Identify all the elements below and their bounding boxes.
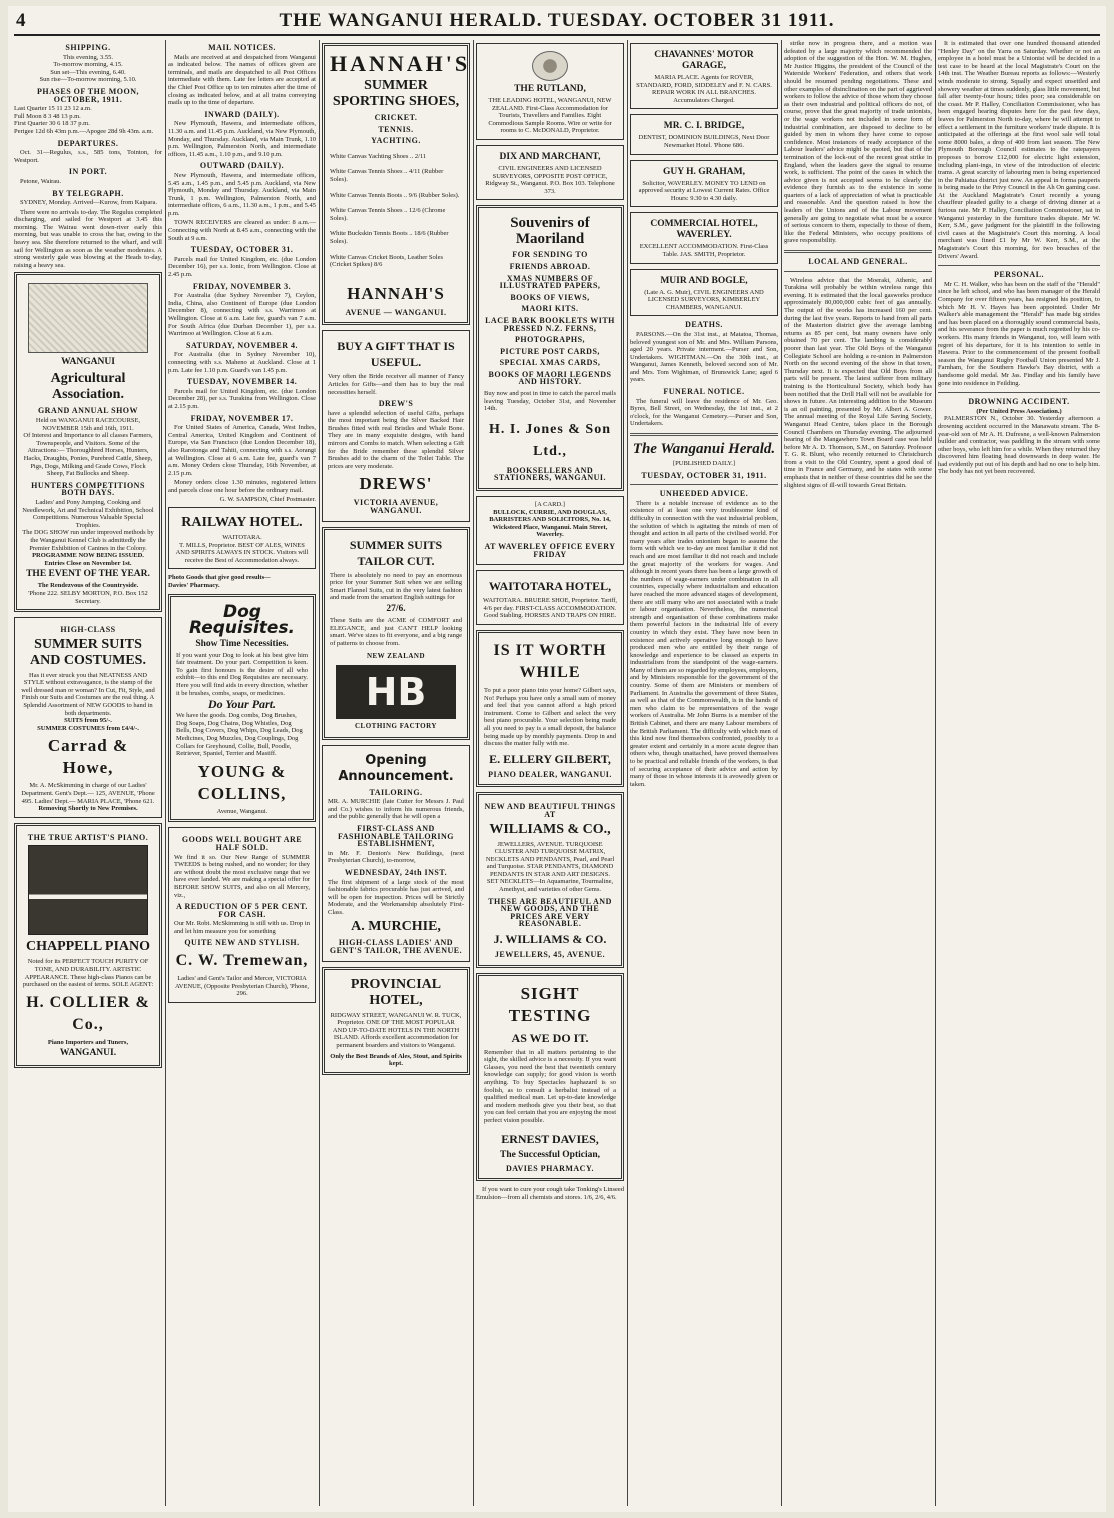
- mail-heading: MAIL NOTICES.: [208, 43, 276, 52]
- waitotara-text: WAITOTARA. BRUERE SHOE, Proprietor. Tariff, 4/6 per day. FIRST-CLASS ACCOMMODATION. Good Stabling. HORSES AND TRAPS ON HIRE.: [482, 597, 618, 620]
- assoc-title: Agricultural Association.: [50, 371, 126, 403]
- in-port-text: Petone, Wairau.: [20, 177, 62, 185]
- murchie-text-3: The first shipment of a large stock of the most fashionable fabrics procurable has just arrived, and will be open for inspection. Prices will be Strictly Moderate, and the Workmanship absolutely First-Class.: [328, 878, 464, 916]
- photo-goods-text: Photo Goods that give good results—: [168, 574, 271, 582]
- summer-suits-heading: SUMMER SUITS TAILOR CUT.: [349, 537, 443, 568]
- section-rule: [784, 250, 932, 253]
- highclass-label: HIGH-CLASS: [60, 625, 116, 635]
- dog-requisites-text: If you want your Dog to look at his best give him fair treatment. Do your part. Competition is keen. To gain first honours is the desire of all who exhibit—to this end Dog Requisites are necessary. Here you will find aids in every direction, whether it be brushes, combs, soaps, or medicines.: [176, 651, 308, 697]
- shipping-paragraph: There were no arrivals to-day. The Regulus completed discharging, and sailed for Westport at 3.45 this morning. The Wairau went down-river early this morning, but was unable to cross the bar, owing to the heavy sea. She therefore returned to the wharf, and will sail for Wellington as soon as the weather moderates. A strong westerly gale was blowing at the Heads to-day, raising a heavy sea.: [14, 208, 162, 269]
- rutland-ad: [476, 43, 624, 140]
- bridge-name: MR. C. I. BRIDGE,: [663, 121, 745, 132]
- murchie-name: A. MURCHIE,: [351, 919, 441, 935]
- column-7: [938, 40, 1100, 1506]
- souvenir-item: PICTURE POST CARDS,: [500, 346, 600, 356]
- tailoring-label: TAILORING.: [369, 787, 423, 797]
- waitotara-name: WAITOTARA HOTEL,: [488, 579, 612, 594]
- jones-name: H. I. Jones & Son Ltd.,: [488, 421, 612, 459]
- shipping-line: To-morrow morning, 4.15.: [53, 61, 123, 69]
- young-collins-address: Avenue, Wanganui.: [216, 807, 268, 815]
- murchie-sub: HIGH-CLASS LADIES' AND GENT'S TAILOR, THE AVENUE.: [329, 938, 463, 956]
- drews-address: VICTORIA AVENUE, WANGANUI.: [353, 498, 439, 516]
- summer-suits-heading: SUMMER SUITS AND COSTUMES.: [30, 636, 146, 668]
- shipping-line: This evening, 3.55.: [62, 53, 113, 61]
- editorial-text: There is a notable increase of evidence as to the existence of at least one very troublesome kind of difficulty in connection with the vast industrial problem, the solution of which is agitating the minds of men of thought and action in all parts of the civilised world. For many years after trades unionism began to assume the form with which we to-day are most familiar it did not reach and are most familiar it did not reach and include the great majority of the workers for wages. And although in recent years there has been a large growth of the numbers of wage-earners under combination in all countries, especially where industrialism and education have reached the more advanced stages of development, there are still many who are not associated with a trade or labour organisation. Nevertheless, the numerical strength and organisation of these combinations make them powerful factors in the industrial life of every country in which they exist. They have now been in existence and actively operative long enough to have produced men who are entitled by their range of knowledge and experience to be classed as experts in industrialism from the standpoint of the wage-earners. Many of them are so regarded by employees, employers, and by Ministers responsible for the government of the country. Some of them are Ministers or members of Parliament. In Australia the government of three States, as well as that of the Commonwealth, is in the hands of men who claim to be representatives of the wage workers of Australia. Mr John Burns is a member of the British Cabinet, and there are many Labour members of the British Parliament. The difficulty with which men of this kind now find themselves confronted, possibly to a greater extent and certainly in a more acute degree than others who, though unattached, have proved themselves to be practical and reliable friends of the workers, is that of securing acceptance of their advice and action by many of those in whose interests it is avowedly given or taken.: [630, 499, 778, 788]
- commercial-text: EXCELLENT ACCOMMODATION. First-Class Table. JAS. SMITH, Proprietor.: [639, 243, 769, 258]
- commercial-name: COMMERCIAL HOTEL, WAVERLEY.: [650, 219, 758, 241]
- suits-text: Has it ever struck you that NEATNESS AND STYLE without extravagance, is the stamp of the well dressed man or woman? In Cut, Fit, Style, and Finish our Suits and Costumes are the real thing. A Splendid Assortment of NEW GOODS to hand in both departments.: [21, 671, 155, 717]
- herald-published: [PUBLISHED DAILY.]: [672, 460, 736, 468]
- town-receivers-text: TOWN RECEIVERS are cleared as under: 8 a.m.—Connecting with North at 8.45 a.m., connecting with the South at 9 a.m.: [168, 219, 316, 242]
- muir-name: MUIR AND BOGLE,: [660, 275, 748, 286]
- carrad-text: Mr. A. McSkimming in charge of our Ladies' Department. Gent's Dept.— 125, AVENUE, 'Phone 495. Ladies' Dept.— MARIA PLACE, 'Phone 621.: [21, 782, 155, 805]
- event-heading: THE EVENT OF THE YEAR.: [26, 569, 150, 580]
- gilbert-piano-ad: [476, 630, 624, 787]
- mail-date-heading: FRIDAY, NOVEMBER 17.: [190, 413, 294, 423]
- tremewan-text: Ladies' and Gent's Tailor and Mercer, VICTORIA AVENUE, (Opposite Presbyterian Church), 'Phone, 296.: [174, 975, 310, 998]
- opening-heading: Opening Announcement.: [338, 752, 454, 784]
- reduction-text: A REDUCTION OF 5 PER CENT. FOR CASH.: [176, 902, 308, 919]
- commercial-hotel-ad: [630, 212, 778, 263]
- sight-testing-heading: SIGHT TESTING: [508, 983, 592, 1025]
- muir-bogle-ad: [630, 269, 778, 317]
- gift-heading: BUY A GIFT THAT IS USEFUL.: [337, 339, 455, 370]
- section-rule: [630, 433, 778, 436]
- suits-from: SUITS from 95/-.: [64, 717, 112, 725]
- jones-sub: BOOKSELLERS AND STATIONERS, WANGANUI.: [493, 465, 607, 483]
- davies-footer: DAVIES PHARMACY.: [505, 1163, 594, 1173]
- railway-text: T. MILLS, Proprietor. BEST OF ALES, WINES AND SPIRITS ALWAYS IN STOCK. Visitors will receive the Best of Accommodation always.: [175, 541, 309, 564]
- dix-marchant-ad: [476, 145, 624, 200]
- column-5: [630, 40, 778, 1506]
- summer-shoes-heading: SUMMER SPORTING SHOES,: [332, 78, 460, 109]
- photo-davies: Davies' Pharmacy.: [168, 582, 220, 590]
- section-rule: [938, 392, 1100, 393]
- hb-logo-bottom: CLOTHING FACTORY: [355, 721, 437, 730]
- hb-logo: HB: [336, 665, 456, 719]
- mail-text: Mails are received at and despatched from Wanganui as indicated below. The names of offices given are terminals, and mails are despatched to all Post Offices intermediate with them. Late fee letters are accepted at the Chief Post Office up to ten minutes after the time of closing as indicated below, and at all trains conveying mails up to the time of departure.: [168, 53, 316, 107]
- graham-name: GUY H. GRAHAM,: [663, 166, 745, 177]
- page-number: 4: [16, 10, 26, 31]
- sight-testing-sub: AS WE DO IT.: [511, 1030, 589, 1045]
- shoe-item: White Canvas Tennis Shoes .. 12/6 (Chrome Soles).: [330, 207, 446, 222]
- hannahs-ad: [322, 43, 470, 325]
- rutland-name: THE RUTLAND,: [514, 84, 586, 94]
- column-divider: [627, 40, 628, 1506]
- provincial-footer: Only the Best Brands of Ales, Stout, and Spirits kept.: [330, 1052, 462, 1068]
- davies-sub: The Successful Optician,: [499, 1149, 601, 1160]
- garage-ad: [630, 43, 778, 109]
- williams-sub: JEWELLERS, 45, AVENUE.: [494, 950, 606, 960]
- moon-line: Last Quarter 15 11 23 12 a.m.: [14, 105, 92, 113]
- garage-name: CHAVANNES' MOTOR GARAGE,: [654, 50, 754, 71]
- funeral-text: The funeral will leave the residence of Mr. Geo. Byres, Bell Street, on Wednesday, the 1st inst., at 2 o'clock, for the Wanganui Cemetery.—Purser and Son, Undertakers.: [630, 397, 778, 428]
- souvenir-item: PHOTOGRAPHS,: [514, 335, 586, 345]
- mail-date-text: For United States of America, Canada, West Indies, Central America, United Kingdom and Continent of Europe, via San Francisco (due London December 18), also Rarotonga and Tahiti, connecting with s.s. Aorangi at Wellington. Close at 6 a.m. Late fee, guard's van 7 a.m. Money Orders close Thursday, 16th November, at 2.15 p.m.: [168, 424, 316, 477]
- piano-illustration: [28, 845, 148, 935]
- summer-suits-text: There is absolutely no need to pay an enormous price for your Summer Suit when we are selling Smart Flannel Suits, cut in the very latest fashion and made from the smartest English suitings for: [330, 571, 462, 602]
- souvenir-item: LACE BARK BOOKLETS WITH PRESSED N.Z. FERNS,: [485, 315, 615, 333]
- shoe-category: YACHTING.: [371, 136, 421, 146]
- telegraph-text: SYDNEY, Monday. Arrived—Kurow, from Kaipara.: [20, 199, 157, 207]
- shoe-category: CRICKET.: [374, 113, 418, 122]
- collier-name: H. COLLIER & Co.,: [26, 993, 150, 1033]
- show-heading: GRAND ANNUAL SHOW: [37, 406, 139, 416]
- souvenir-item: FRIENDS ABROAD.: [509, 261, 591, 271]
- hunters-heading: HUNTERS COMPETITIONS BOTH DAYS.: [31, 480, 145, 498]
- gilbert-name: E. ELLERY GILBERT,: [489, 751, 611, 766]
- do-your-part: Do Your Part.: [207, 697, 277, 712]
- bridge-text: DENTIST, DOMINION BUILDINGS, Next Door Newmarket Hotel. 'Phone 686.: [638, 134, 770, 149]
- shoe-category: TENNIS.: [378, 124, 414, 134]
- tremewan-ad: [168, 827, 316, 1003]
- column-divider: [165, 40, 166, 1506]
- souvenir-item: XMAS NUMBERS OF ILLUSTRATED PAPERS,: [499, 273, 601, 291]
- bridge-ad: [630, 114, 778, 154]
- souvenir-item: BOOKS OF VIEWS,: [510, 292, 590, 302]
- goods-text: We find it so. Our New Range of SUMMER TWEEDS is being rushed, and no wonder; for they are without doubt the most exclusive range that we have ever landed. We are making a special offer for BEFORE SHOW SUITS, and also on all Mercery, viz.,: [174, 853, 310, 899]
- young-collins-name: YOUNG & COLLINS,: [197, 761, 287, 803]
- hannahs-name-2: HANNAH'S: [347, 283, 445, 303]
- card-ad: [476, 496, 624, 565]
- graham-text: Solicitor, WAVERLEY. MONEY TO LEND on approved security at Lowest Current Rates. Office Hours: 9.30 to 4.30 daily.: [638, 179, 770, 202]
- railway-place: WAITOTARA.: [222, 534, 262, 542]
- inward-heading: INWARD (DAILY).: [204, 109, 280, 119]
- phone-text: 'Phone 222. SELBY MORTON, P.O. Box 152 Secretary.: [28, 589, 148, 605]
- souvenir-item: BOOKS OF MAORI LEGENDS AND HISTORY.: [488, 369, 612, 387]
- goods-text-2: Our Mr. Robt. McSkimming is still with us. Drop in and let him measure you for something: [174, 920, 310, 935]
- drowning-heading: DROWNING ACCIDENT.: [968, 397, 1070, 407]
- davies-name: ERNEST DAVIES,: [501, 1131, 599, 1146]
- shipping-line: Sun set—This evening, 6.40.: [50, 68, 126, 76]
- moon-heading: PHASES OF THE MOON, OCTOBER, 1911.: [37, 86, 139, 104]
- drowning-sub: (Per United Press Association.): [976, 407, 1062, 415]
- shipping-heading: SHIPPING.: [65, 43, 111, 52]
- williams-ad: [476, 792, 624, 967]
- agricultural-ad: [14, 272, 162, 612]
- provincial-hotel-ad: [322, 967, 470, 1075]
- new-things-heading: NEW AND BEAUTIFUL THINGS AT: [484, 802, 616, 819]
- deaths-text: PARSONS.—On the 31st inst., at Matatoa, Thomas, beloved youngest son of Mr. and Mrs. William Parsons, aged 20 years. Private interment.—Purser and Son, Undertakers. WIGHTMAN.—On the 30th inst., at Wanganui, James Kenneth, beloved second son of Mr. and Mrs. Tom Wightman, of Brunswick Lane; aged 6 years.: [630, 330, 778, 384]
- card-footer: AT WAVERLEY OFFICE EVERY FRIDAY: [484, 542, 616, 559]
- personal-text: Mr C. H. Walker, who has been on the staff of the "Herald" since he left school, and who has been manager of the Herald Company for over fifteen years, has resigned his position, to which Mr H. V. Hayes has been appointed. Under Mr Walker's able management the "Herald" has made big strides and has been placed on a thoroughly sound commercial basis, and his severance from the paper is much regretted by his co-workers. His many friends in Wanganui, too, will learn with regret of his departure, for it is his intention to settle in Hawera. Prior to the commencement of the present football season the Wanganui Rugby Football Union presented Mr J. Farnham, for the Southern Hawke's Bay district, with a handsome gold medal. Mr Jas. Findlay and his family have gone into residence in Feilding.: [938, 280, 1100, 387]
- outward-heading: OUTWARD (DAILY).: [199, 161, 285, 171]
- mail-date-text: Parcels mail for United Kingdom, etc. (due London December 28), per s.s. Turakina from Wellington. Close at 2.15 p.m.: [168, 387, 316, 410]
- rutland-text: THE LEADING HOTEL, WANGANUI, NEW ZEALAND. First-Class Accommodation for Tourists, Travellers and Families. Eight Commodious Sample Rooms. Wire or write for rooms to C. McDONALD, Proprietor.: [488, 97, 612, 135]
- section-rule: [784, 271, 932, 272]
- piano-text: Noted for its PERFECT TOUCH PURITY OF TONE, AND DURABILITY. ARTISTIC APPEARANCE. These high-class Pianos can be purchased on the easiest of terms. SOLE AGENT:: [22, 958, 154, 989]
- mail-date-heading: TUESDAY, OCTOBER 31.: [190, 245, 294, 255]
- tremewan-name: C. W. Tremewan,: [175, 952, 309, 970]
- shoe-item: White Canvas Tennis Boots .. 9/6 (Rubber Soles).: [330, 191, 460, 199]
- money-orders-text: Money orders close 1.30 minutes, registered letters and parcels close one hour before the ordinary mail.: [168, 479, 316, 494]
- show-text: Held on WANGANUI RACECOURSE, NOVEMBER 15th and 16th, 1911.: [35, 417, 141, 432]
- masthead: [8, 10, 1106, 32]
- souvenir-item: FOR SENDING TO: [512, 250, 588, 260]
- local-general-text: Wireless advice that the Moeraki, Athenic, and Turakina will probably be within wireless range this evening. It is estimated that the local gasworks produce approximately 80,000,000 cubic feet of gas annually. The output of the works has increased 160 per cent. during the last five years. Reports to hand from all parts of the Masterton district give the average lambing returns as 85 per cent, but many owners have only obtained 70 per cent. The lambing is considerably poorer than last year. The Old Boys of the Wanganui Collegiate School are holding a re-union in Palmerston North on the second evening of the show in that town, Thursday next. It is expected that Old Boys from all parts will be present. The latest sufferer from military training is the Horticultural Society, which body has been notified that the Drill Hall will not be available for shows in future. An interesting addition to the Museum is an oil painting, presented by Mr. Albert A. Gower. The annual meeting of the Royal Life Saving Society, Wanganui Head Centre, takes place in the Borough Council Chambers on Thursday evening. The adjourned hearing of the Mangawhero Town Board case was held before Mr A. D. Thomson, S.M., on Saturday. Professor T. G. R. Blunt, who recently returned to Christchurch from a visit to the Old Country, spent a good deal of time in France and Germany, and he states with some emphasis that in neither of these countries did he see the slightest signs of ill-will towards Great Britain.: [784, 276, 932, 489]
- column-divider: [935, 40, 936, 1506]
- drews-ad: [322, 330, 470, 521]
- mail-date-text: For Australia (due in Sydney November 10), connecting with s.s. Maheno at Auckland. Close at 1 p.m. Late fee 1.10 p.m. Guard's van 1.45 p.m.: [168, 351, 316, 374]
- show-body-2: Ladies' and Pony Jumping, Cooking and Needlework, Art and Technical Exhibition, School Competitions. Numerous Valuable Special Trophies.: [22, 498, 154, 529]
- departures-heading: DEPARTURES.: [57, 138, 119, 148]
- programme-text: PROGRAMME NOW BEING ISSUED. Entries Close on November 1st.: [32, 552, 144, 567]
- mail-date-heading: FRIDAY, NOVEMBER 3.: [192, 281, 292, 291]
- carrad-howe-ad: [14, 617, 162, 818]
- cough-text: If you want to cure your cough take Tonking's Linseed Emulsion—from all chemists and stores. 1/6, 2/6, 4/6.: [476, 1186, 624, 1201]
- herald-nameplate: The Wanganui Herald.: [632, 441, 776, 458]
- rendezvous-text: The Rendezvous of the Countryside.: [37, 582, 139, 590]
- provincial-text: RIDGWAY STREET, WANGANUI W. R. TUCK, Proprietor. ONE OF THE MOST POPULAR AND UP-TO-DATE HOTELS IN THE NORTH ISLAND. Affords excellent accommodation for permanent boarders and visitors to Wanganui.: [330, 1011, 462, 1050]
- collier-sub: Piano Importers and Tuners,: [47, 1038, 129, 1046]
- shoe-item: White Canvas Yachting Shoes .. 2/11: [330, 152, 427, 160]
- column-4: [476, 40, 624, 1506]
- piano-heading: THE TRUE ARTIST'S PIANO.: [27, 832, 149, 842]
- quite-new-text: QUITE NEW AND STYLISH.: [184, 938, 300, 948]
- goods-heading: GOODS WELL BOUGHT ARE HALF SOLD.: [181, 835, 303, 852]
- williams-footer: THESE ARE BEAUTIFUL AND NEW GOODS, AND THE PRICES ARE VERY REASONABLE.: [488, 896, 612, 929]
- moon-line: First Quarter 30 6 18 37 p.m.: [14, 120, 90, 128]
- card-text: BULLOCK, CURRIE, AND DOUGLAS, BARRISTERS AND SOLICITORS, No. 14, Wicksteed Place, Wanganui. Main Street, Waverley.: [489, 508, 611, 539]
- removing-text: Removing Shortly to New Premises.: [38, 805, 138, 813]
- coat-of-arms-icon: [532, 51, 568, 81]
- souvenir-item: MAORI KITS.: [521, 304, 579, 314]
- local-general-heading: LOCAL AND GENERAL.: [808, 257, 908, 267]
- editorial-heading: UNHEEDED ADVICE.: [659, 489, 749, 499]
- williams-text: JEWELLERS, AVENUE. TURQUOISE CLUSTER AND TURQUOISE MATRIX, NECKLETS AND PENDANTS, Pearl, and Pearl and Turquoise. STAR PENDANTS, DIAMOND PENDANTS IN STAR AND ART DESIGNS. SET NECKLETS—In Aquamarine, Tourmaline, Amethyst, and varieties of other Gems.: [485, 840, 615, 894]
- mail-date-heading: SATURDAY, NOVEMBER 4.: [186, 340, 298, 350]
- souvenir-item: SPECIAL XMAS CARDS,: [499, 358, 601, 368]
- chappell-name: CHAPPELL PIANO: [25, 939, 151, 955]
- carrad-howe-name: Carrad & Howe,: [47, 736, 129, 778]
- souvenirs-ad: [476, 205, 624, 491]
- dog-requisites-heading: Dog Requisites.: [188, 601, 296, 638]
- local-notes-text: It is estimated that over one hundred thousand attended "Henley Day" on the Yarra on Saturday. Whether or not an employee in a hotel must be a Unionist will be decided in a test case to be heard at the local Magistrate's Court on the 14th inst. The Weather Bureau reports as follows:—Westerly winds moderate to strong. Squally and expect unsettled and showery weather at times suddenly, glass little movement, but fall after twenty-four hours; tides poor; sea considerable on the coast. Mr P. Halley, Conciliation Commissioner, who has been engaged hearing disputes here for the past few days, leaves for Palmerston North to-day, where he will attempt to effect a settlement in the furniture workers' trade dispute. It is anticipated at the offerings at the first wool sale will total some 8000 bales, a drop of 400 from last season. The New Plymouth Borough Council estimates to the ratepayers proposes to borrow £12,000 for electric light extension, including plant-ings, in view of the introduction of electric trams. A great scarcity of labouring men is being experienced in the Pahiatua district just now. An appeal in forma pauperis is being made to the Privy Council in the Ah On gaming case. At the Auckland Magistrate's Court recently a young chauffeur pleaded guilty to a charge of driving dinner at a furious rate. Mr P. Halley, Conciliation Commissioner, sat in Wanganui yesterday in the furniture trades dispute. Mr W. Kerr, S.M., gave judgment for the plaintiff in the following civil cases at the Magistrate's Court this morning. A local merchant was fined £1 by Mr W. Kerr, S.M., at the Magistrate's Court this morning, for two breaches of the Drivers' Award.: [938, 40, 1100, 260]
- column-divider: [473, 40, 474, 1506]
- section-rule: [630, 484, 778, 485]
- column-6: [784, 40, 932, 1506]
- drews-text: have a splendid selection of useful Gifts, perhaps the most important being the Silver Backed Hair Brushes fitted with real Bristles and Whale Bone. They are in many exquisite designs, with hand mirrors and Combs to match. When selecting a Gift for the Bride remember these splendid Silver Brushes add to the charm of the Toilet Table. The prices are very moderate.: [328, 409, 464, 470]
- sight-testing-text: Remember that in all matters pertaining to the sight, the skilled advice is a necessity. If you want Glasses, you need the best that twentieth century knowledge can supply; for good vision is worth anything. To buy Spectacles haphazard is so foolish, as to consult a herbalist instead of a qualified medical man. Let up-to-date knowledge and modern methods give you their best, so that you can feel certain that you are enjoying the most perfect vision possible.: [484, 1048, 616, 1124]
- shipping-line: Sun rise—To-morrow morning, 5.10.: [39, 76, 137, 84]
- moon-line: Full Moon 8 3 48 13 p.m.: [14, 112, 81, 120]
- worth-text: To put a poor piano into your home? Gilbert says, No! Perhaps you have only a small sum of money and feel that you cannot afford a high priced instrument. Come to Gilbert and select the very best piano procurable. Your selection being made all you need to pay is a small deposit, the balance being made up by monthly payments. Drop in and discuss the matter fully with me.: [484, 686, 616, 748]
- herald-date: TUESDAY, OCTOBER 31, 1911.: [641, 470, 767, 480]
- personal-heading: PERSONAL.: [993, 270, 1045, 280]
- dog-goods-list: We have the goods. Dog combs, Dog Brushes, Dog Soaps, Dog Chains, Dog Whistles, Dog Bells, Dog Covers, Dog Whips, Dog Leads, Dog Medicines, Dog Muzzles, Dog Couplings, Dog Collars for Greyhound, Collie, Bull, Poodle, Retriever, Spaniel, Terrier and Mastiff.: [176, 712, 303, 758]
- departures-text: Oct. 31—Regulus, s.s., 585 tons, Tointon, for Westport.: [14, 149, 162, 164]
- shoe-item: White Buckskin Tennis Boots .. 18/6 (Rubber Soles).: [330, 230, 449, 245]
- shoe-item: White Canvas Tennis Shoes .. 4/11 (Rubber Soles).: [330, 168, 444, 183]
- hb-clothing-ad: [322, 527, 470, 740]
- chappell-piano-ad: [14, 823, 162, 1069]
- gilbert-sub: PIANO DEALER, WANGANUI.: [488, 769, 612, 779]
- dix-name: DIX AND MARCHANT,: [499, 151, 601, 162]
- inward-text: New Plymouth, Hawera, and intermediate offices, 11.30 a.m. and 11.45 p.m. Auckland, via New Plymouth, Monday, and Thursday. Auckland, via Main Trunk, 1.10 p.m. Wellington, Palmerston North, and intermediate offices, 11.45 a.m., 1.10 p.m., and 9.10 p.m.: [168, 120, 316, 158]
- murchie-date: WEDNESDAY, 24th INST.: [344, 867, 448, 877]
- moon-line: Perigee 12d 6h 43m p.m.—Apogee 28d 9h 43m. a.m.: [14, 127, 154, 135]
- davies-optician-ad: [476, 973, 624, 1182]
- dog-requisites-ad: [168, 594, 316, 823]
- column-divider: [781, 40, 782, 1506]
- editorial-continued: strike now in progress there, and a motion was defeated by a large majority which recommended the adoption of the suggestion of the Hon. W. M. Hughes, Mr Justice Higgins, the president of the Council of the Waterside Workers' Federation, and others that work should be resumed pending negotiations. These and other examples of disinclination on the part of aggrieved workers to follow the advice of those whom they choose as their own industrial and political officers do not, of course, prove that the great majority of trade unionists, or the wage workers not included in some form of industrial combination, are disposed to decline to be guided by men in whom they have come to repose confidence. Most instances of ready acceptance of the Labour leaders' advice might be quoted, but that of the termination of the lock-out of the recent great strike in England, when the leaders gave the signal to resume work, is sufficient. The point of the cases in which the advice given is not accepted seems to be clearly the evidence they furnish as to the existence in some quarters of a lack of appreciation of what is practicable and reasonable. And the question raised is how the leaders of the Unions and of the Labour movement generally are going to negotiate what must be a source of serious concern to them, especially to those of them, like the Federal Ministers, who occupy positions of grave responsibility.: [784, 40, 932, 245]
- newspaper-title: THE WANGANUI HERALD. TUESDAY. OCTOBER 31 1911.: [279, 10, 835, 31]
- telegraph-heading: BY TELEGRAPH.: [52, 188, 124, 198]
- masthead-rule: [14, 34, 1100, 36]
- deaths-heading: DEATHS.: [685, 320, 723, 330]
- worth-heading: IS IT WORTH WHILE: [493, 641, 607, 681]
- assoc-name: WANGANUI: [61, 357, 115, 368]
- hannahs-name: HANNAH'S: [330, 51, 470, 76]
- show-illustration: [28, 283, 148, 353]
- dog-show-text: The DOG SHOW run under improved methods by the Wanganui Kennel Club is admittedly the Premier Exhibition of Canines in the Colony.: [22, 529, 154, 552]
- column-1: [14, 40, 162, 1506]
- in-port-heading: IN PORT.: [68, 167, 108, 177]
- waitotara-hotel-ad: [476, 570, 624, 625]
- column-3: [322, 40, 470, 1506]
- dog-requisites-sub: Show Time Necessities.: [195, 638, 289, 649]
- souvenirs-text: Buy now and post in time to catch the parcel mails leaving Tuesday, October 31st, and November 14th.: [484, 390, 616, 413]
- murchie-establishment: FIRST-CLASS AND FASHIONABLE TAILORING ESTABLISHMENT,: [337, 823, 455, 849]
- williams-name: WILLIAMS & CO.,: [489, 821, 611, 837]
- costumes-from: SUMMER COSTUMES from £4/4/-.: [37, 724, 139, 732]
- hannahs-address: AVENUE — WANGANUI.: [345, 307, 447, 317]
- souvenirs-heading: Souvenirs of Maoriland: [510, 215, 590, 248]
- section-rule: [938, 265, 1100, 266]
- murchie-ad: [322, 745, 470, 962]
- column-2: [168, 40, 316, 1506]
- drews-label: DREW'S: [378, 399, 414, 409]
- summer-suits-price: 27/6.: [386, 604, 406, 614]
- collier-town: WANGANUI.: [59, 1048, 117, 1059]
- murchie-text-2: in Mr. F. Denton's New Buildings, (next Presbyterian Church), to-morrow,: [328, 849, 464, 865]
- muir-text: (Late A. G. Muir), CIVIL ENGINEERS AND LICENSED SURVEYORS, KIMBERLEY CHAMBERS, WANGANUI.: [644, 288, 764, 311]
- column-divider: [319, 40, 320, 1506]
- railway-hotel-ad: [168, 507, 316, 569]
- postmaster-signature: G. W. SAMPSON, Chief Postmaster.: [219, 496, 316, 504]
- railway-hotel-name: RAILWAY HOTEL.: [181, 515, 303, 531]
- hb-logo-top: NEW ZEALAND: [366, 652, 426, 661]
- summer-suits-text-2: These Suits are the ACME of COMFORT and ELEGANCE, and just CAN'T HELP looking smart. We've sizes to fit everyone, and a big range of patterns to choose from.: [330, 617, 462, 647]
- shoe-item: White Canvas Cricket Boots, Leather Soles (Cricket Spikes) 8/6: [330, 253, 444, 269]
- williams-name-2: J. WILLIAMS & CO.: [493, 932, 607, 947]
- drowning-text: PALMERSTON N., October 30. Yesterday afternoon a drowning accident occurred in the Manawatu stream. The 8-year-old son of Mr A. H. Dufresne, a well-known Palmerston builder and contractor, was paddling in the stream with some other boys, who left him for a while. When they returned they discovered him floating head downwards in deep water. He had evidently put out of his depth and had no one to help him. The body has not yet been recovered.: [938, 415, 1100, 476]
- card-heading: [A CARD.]: [535, 501, 565, 509]
- garage-text: MARIA PLACE. Agents for ROVER, STANDARD, FORD, SIDDELEY and F. N. CARS. REPAIR WORK IN ALL BRANCHES. Accumulators Charged.: [636, 74, 772, 104]
- mail-date-text: For Australia (due Sydney November 7), Ceylon, India, China, also Continent of Europe (due London December 8), connecting with s.s. Warrimoo at Wellington. Close at 6 a.m. Late fee, guard's van 7 a.m. For South Africa (due Durban December 1), per s.s. Warrimoo at Wellington. Close at 6 a.m.: [168, 292, 316, 338]
- funeral-heading: FUNERAL NOTICE.: [663, 387, 745, 397]
- mail-date-text: Parcels mail for United Kingdom, etc. (due London December 16), per s.s. Ionic, from Wellington. Close at 2.45 p.m.: [168, 255, 316, 279]
- gift-text: Very often the Bride receiver all manner of Fancy Articles for Gifts—and then has to buy the real necessities herself.: [328, 373, 464, 396]
- drews-name: DREWS': [359, 474, 433, 494]
- provincial-name: PROVINCIAL HOTEL,: [350, 976, 442, 1008]
- mail-date-heading: TUESDAY, NOVEMBER 14.: [186, 377, 298, 387]
- murchie-text: MR. A. MURCHIE (late Cutter for Messrs J. Paul and Co.) wishes to inform his numerous friends, and the public generally that he will open a: [328, 798, 464, 821]
- outward-text: New Plymouth, Hawera, and intermediate offices, 5.45 a.m., 1.45 p.m., and 5.45 p.m. Auckland, via New Plymouth, Monday and Thursday. Auckland, via Main Trunk, 1 p.m. Wellington, Palmerston North, and intermediate offices, 6 a.m., 11.30 a.m., 1 p.m., and 5.45 p.m.: [168, 171, 316, 217]
- newspaper-page: [8, 6, 1106, 1512]
- show-body: Of Interest and Importance to all classes Farmers, Townspeople, and Visitors. Some of the Attractions:— Thoroughbred Horses, Hunters, Hacks, Draughts, Ponies, Purebred Cattle, Sheep, Pigs, Dogs, Milking and Grade Cows, Flock Sheep, Fat Bullocks and Sheep.: [23, 432, 153, 478]
- graham-ad: [630, 160, 778, 208]
- dix-text: CIVIL ENGINEERS AND LICENSED SURVEYORS, OPPOSITE POST OFFICE, Ridgway St., Wanganui. P.O. Box 103. Telephone 373.: [485, 164, 615, 195]
